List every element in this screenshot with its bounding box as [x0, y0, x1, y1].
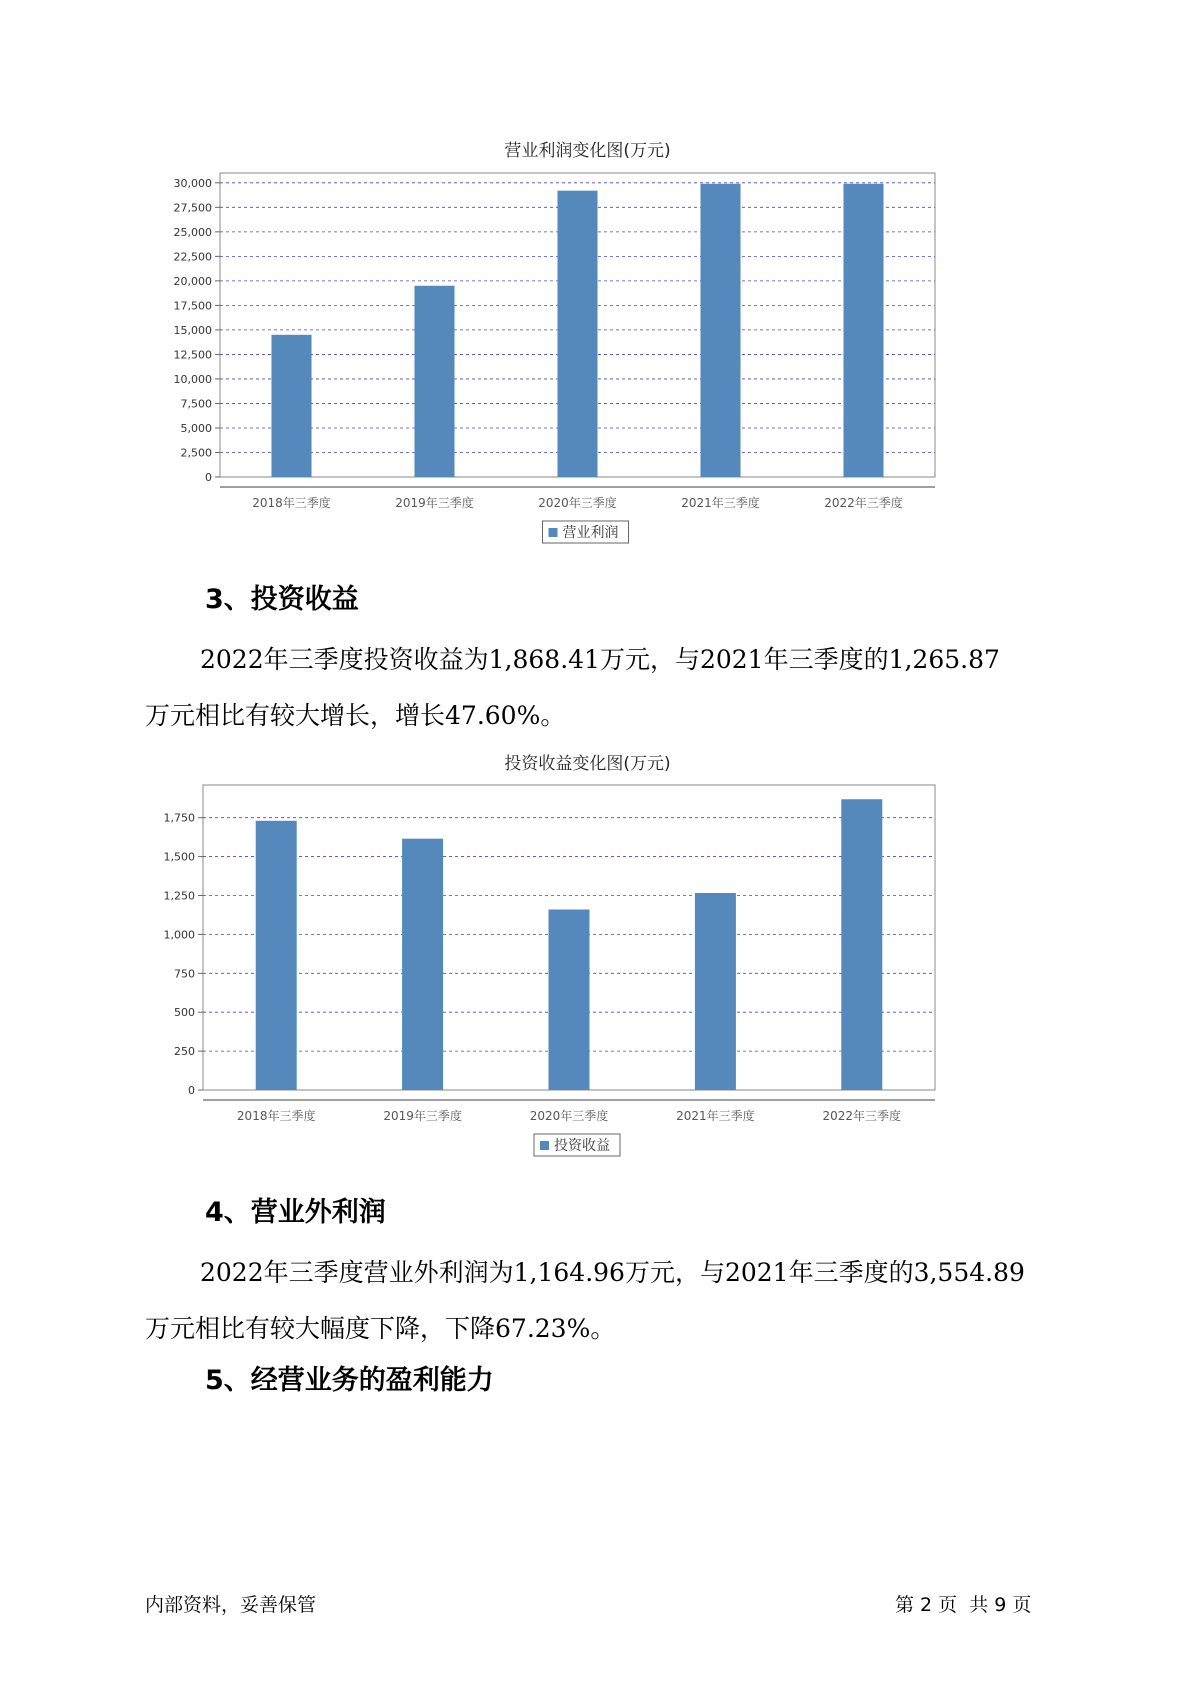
bar: [549, 909, 590, 1090]
paragraph-investment-income: [145, 632, 1075, 744]
y-tick-label: 1,500: [163, 850, 195, 864]
footer-page-number: 第 2 页 共 9 页: [895, 1594, 1032, 1616]
y-tick-label: 7,500: [180, 397, 212, 411]
y-tick-label: 15,000: [173, 323, 212, 337]
x-tick-label: 2019年三季度: [395, 496, 474, 510]
y-tick-label: 17,500: [173, 299, 212, 313]
paragraph-line: 2022年三季度营业外利润为1,164.96万元，与2021年三季度的3,554.89: [200, 1258, 1025, 1287]
y-tick-label: 25,000: [173, 225, 212, 239]
x-tick-label: 2020年三季度: [538, 496, 617, 510]
bar: [402, 839, 443, 1090]
x-tick-label: 2022年三季度: [824, 496, 903, 510]
y-tick-label: 0: [188, 1084, 195, 1097]
y-tick-label: 1,000: [163, 928, 195, 942]
y-tick-label: 1,750: [163, 811, 195, 825]
section-heading-profitability: 5、经营业务的盈利能力: [205, 1365, 494, 1396]
x-tick-label: 2019年三季度: [383, 1109, 462, 1123]
section-heading-non-operating-profit: 4、营业外利润: [205, 1197, 386, 1228]
paragraph-non-operating-profit: [145, 1245, 1075, 1357]
bar: [695, 893, 736, 1090]
paragraph-line: 万元相比有较大幅度下降，下降67.23%。: [145, 1314, 616, 1343]
legend-label: 营业利润: [562, 525, 619, 541]
bar: [414, 286, 454, 477]
paragraph-line: 2022年三季度投资收益为1,868.41万元，与2021年三季度的1,265.87: [200, 645, 1000, 674]
legend-label: 投资收益: [554, 1138, 610, 1154]
footer-confidential-note: 内部资料，妥善保管: [145, 1594, 317, 1616]
y-tick-label: 5,000: [180, 421, 212, 435]
bar: [841, 799, 882, 1090]
chart-title: 投资收益变化图(万元): [504, 754, 671, 774]
x-tick-label: 2020年三季度: [529, 1109, 609, 1123]
y-tick-label: 20,000: [173, 274, 212, 288]
chart-title: 营业利润变化图(万元): [504, 141, 671, 161]
x-tick-label: 2018年三季度: [236, 1109, 316, 1123]
y-tick-label: 10,000: [173, 372, 212, 386]
y-tick-label: 22,500: [173, 250, 212, 264]
bar: [700, 184, 740, 477]
bar: [256, 821, 297, 1090]
legend: [534, 1134, 620, 1156]
y-tick-label: 1,250: [163, 889, 195, 903]
bar: [271, 335, 311, 477]
y-tick-label: 27,500: [173, 201, 212, 215]
bar: [843, 184, 883, 477]
chart-svg: [150, 743, 1025, 1163]
y-tick-label: 250: [174, 1045, 195, 1059]
x-tick-label: 2021年三季度: [676, 1109, 755, 1123]
section-heading-investment-income: 3、投资收益: [205, 584, 359, 615]
chart-operating-profit: [150, 130, 1025, 550]
chart-investment-income: [150, 743, 1025, 1163]
x-tick-label: 2022年三季度: [822, 1109, 902, 1123]
x-tick-label: 2021年三季度: [681, 496, 760, 510]
legend-swatch: [540, 1141, 549, 1150]
legend: [543, 521, 629, 543]
legend-swatch: [549, 528, 558, 537]
y-tick-label: 750: [174, 967, 195, 981]
y-tick-label: 12,500: [173, 348, 212, 362]
y-tick-label: 2,500: [180, 446, 212, 460]
x-tick-label: 2018年三季度: [252, 496, 331, 510]
y-tick-label: 0: [205, 471, 212, 484]
y-tick-label: 30,000: [173, 176, 212, 190]
y-tick-label: 500: [174, 1006, 195, 1020]
chart-svg: [150, 130, 1025, 550]
bar: [557, 191, 597, 477]
paragraph-line: 万元相比有较大增长，增长47.60%。: [145, 701, 566, 730]
